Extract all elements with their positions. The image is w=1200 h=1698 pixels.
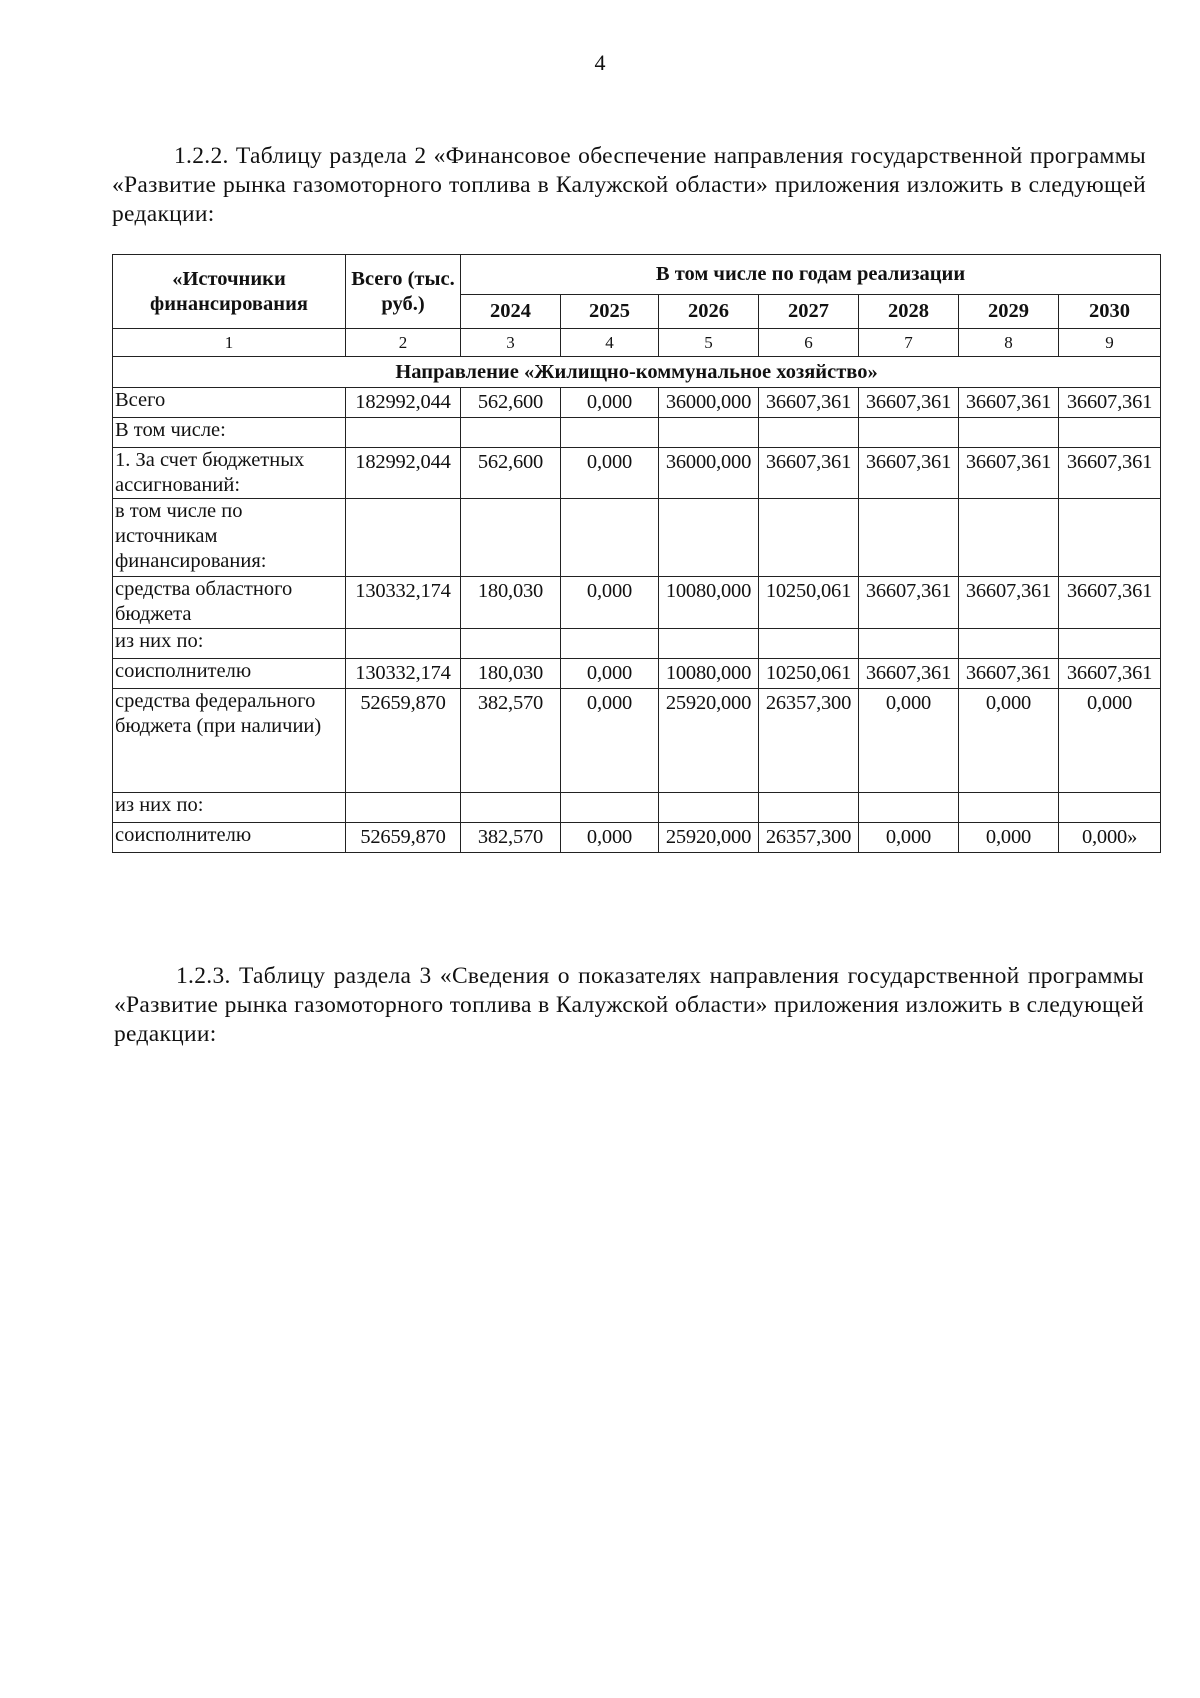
value-cell: 0,000 — [561, 659, 659, 689]
value-cell — [959, 793, 1059, 823]
table-row — [113, 418, 1161, 448]
column-index: 6 — [759, 329, 859, 357]
table-row — [113, 689, 1161, 793]
value-cell — [561, 629, 659, 659]
financing-table — [112, 254, 1161, 853]
value-cell: 36607,361 — [959, 448, 1059, 499]
column-index: 3 — [461, 329, 561, 357]
value-cell — [859, 418, 959, 448]
value-cell: 36000,000 — [659, 448, 759, 499]
row-label: средства областного бюджета — [113, 577, 346, 629]
row-label: из них по: — [113, 793, 346, 823]
value-cell: 130332,174 — [346, 577, 461, 629]
row-label: соисполнителю — [113, 823, 346, 853]
value-cell — [759, 629, 859, 659]
value-cell: 36607,361 — [1059, 577, 1161, 629]
value-cell: 36607,361 — [859, 659, 959, 689]
table-row — [113, 793, 1161, 823]
value-cell — [959, 499, 1059, 577]
section-title: Направление «Жилищно-коммунальное хозяйство» — [113, 357, 1161, 388]
value-cell: 0,000 — [859, 689, 959, 793]
value-cell: 36607,361 — [859, 448, 959, 499]
column-index-row — [113, 329, 1161, 357]
value-cell — [859, 793, 959, 823]
value-cell — [461, 629, 561, 659]
column-index: 8 — [959, 329, 1059, 357]
value-cell — [346, 793, 461, 823]
header-year: 2025 — [561, 295, 659, 329]
table-row — [113, 388, 1161, 418]
row-label: средства федерального бюджета (при наличии) — [113, 689, 346, 793]
value-cell — [561, 793, 659, 823]
value-cell — [346, 499, 461, 577]
column-index: 1 — [113, 329, 346, 357]
table-row — [113, 577, 1161, 629]
row-label: Всего — [113, 388, 346, 418]
column-index: 5 — [659, 329, 759, 357]
value-cell — [859, 629, 959, 659]
value-cell: 52659,870 — [346, 823, 461, 853]
value-cell: 0,000 — [1059, 689, 1161, 793]
paragraph-2-text: 1.2.3. Таблицу раздела 3 «Сведения о показателях направления государственной программы «Развитие рынка газомоторного топлива в Калужской области» приложения изложить в следующей редакции: — [114, 963, 1144, 1047]
value-cell: 26357,300 — [759, 823, 859, 853]
value-cell: 26357,300 — [759, 689, 859, 793]
value-cell: 10250,061 — [759, 659, 859, 689]
value-cell: 36607,361 — [1059, 659, 1161, 689]
value-cell: 10250,061 — [759, 577, 859, 629]
value-cell: 0,000 — [561, 689, 659, 793]
value-cell: 0,000 — [561, 448, 659, 499]
value-cell: 10080,000 — [659, 659, 759, 689]
value-cell — [1059, 629, 1161, 659]
value-cell: 180,030 — [461, 659, 561, 689]
value-cell — [759, 499, 859, 577]
value-cell — [1059, 418, 1161, 448]
value-cell: 0,000 — [561, 823, 659, 853]
value-cell: 36607,361 — [859, 388, 959, 418]
value-cell: 0,000 — [859, 823, 959, 853]
value-cell: 382,570 — [461, 823, 561, 853]
column-index: 7 — [859, 329, 959, 357]
table-row — [113, 499, 1161, 577]
value-cell: 36607,361 — [959, 659, 1059, 689]
value-cell: 36607,361 — [959, 577, 1059, 629]
column-index: 4 — [561, 329, 659, 357]
header-row-1 — [113, 255, 1161, 295]
value-cell — [959, 418, 1059, 448]
value-cell: 36607,361 — [859, 577, 959, 629]
value-cell — [659, 629, 759, 659]
paragraph-2 — [114, 962, 1144, 1049]
value-cell: 36607,361 — [759, 448, 859, 499]
value-cell: 130332,174 — [346, 659, 461, 689]
value-cell — [461, 793, 561, 823]
value-cell: 180,030 — [461, 577, 561, 629]
value-cell: 182992,044 — [346, 448, 461, 499]
row-label: из них по: — [113, 629, 346, 659]
header-year: 2029 — [959, 295, 1059, 329]
section-row — [113, 357, 1161, 388]
value-cell: 382,570 — [461, 689, 561, 793]
paragraph-1-text: 1.2.2. Таблицу раздела 2 «Финансовое обеспечение направления государственной программы «Развитие рынка газомоторного топлива в Калужской области» приложения изложить в следующей редакции: — [112, 143, 1146, 227]
header-sources: «Источники финансирования — [113, 255, 346, 329]
value-cell — [346, 418, 461, 448]
column-index: 9 — [1059, 329, 1161, 357]
value-cell — [561, 499, 659, 577]
value-cell — [659, 499, 759, 577]
header-year: 2026 — [659, 295, 759, 329]
value-cell: 182992,044 — [346, 388, 461, 418]
value-cell — [1059, 793, 1161, 823]
value-cell: 0,000 — [959, 689, 1059, 793]
row-label: соисполнителю — [113, 659, 346, 689]
value-cell: 25920,000 — [659, 689, 759, 793]
value-cell: 0,000 — [561, 577, 659, 629]
column-index: 2 — [346, 329, 461, 357]
value-cell: 36607,361 — [1059, 448, 1161, 499]
value-cell — [759, 418, 859, 448]
table-row — [113, 823, 1161, 853]
header-year: 2027 — [759, 295, 859, 329]
header-years-group: В том числе по годам реализации — [461, 255, 1161, 295]
header-year: 2028 — [859, 295, 959, 329]
value-cell: 0,000» — [1059, 823, 1161, 853]
table-row — [113, 448, 1161, 499]
value-cell — [659, 418, 759, 448]
page-number: 4 — [594, 50, 606, 75]
value-cell — [461, 499, 561, 577]
row-label: В том числе: — [113, 418, 346, 448]
table-row — [113, 659, 1161, 689]
value-cell: 36000,000 — [659, 388, 759, 418]
value-cell: 0,000 — [959, 823, 1059, 853]
value-cell: 52659,870 — [346, 689, 461, 793]
row-label: в том числе по источникам финансирования: — [113, 499, 346, 577]
value-cell — [561, 418, 659, 448]
value-cell — [346, 629, 461, 659]
value-cell: 25920,000 — [659, 823, 759, 853]
value-cell: 36607,361 — [1059, 388, 1161, 418]
value-cell: 562,600 — [461, 388, 561, 418]
value-cell: 36607,361 — [959, 388, 1059, 418]
row-label: 1. За счет бюджетных ассигнований: — [113, 448, 346, 499]
value-cell: 36607,361 — [759, 388, 859, 418]
value-cell — [859, 499, 959, 577]
value-cell — [959, 629, 1059, 659]
header-year: 2030 — [1059, 295, 1161, 329]
header-year: 2024 — [461, 295, 561, 329]
value-cell — [461, 418, 561, 448]
header-total: Всего (тыс. руб.) — [346, 255, 461, 329]
value-cell: 562,600 — [461, 448, 561, 499]
paragraph-1 — [112, 142, 1146, 229]
table-row — [113, 629, 1161, 659]
value-cell — [659, 793, 759, 823]
value-cell — [1059, 499, 1161, 577]
value-cell: 0,000 — [561, 388, 659, 418]
value-cell: 10080,000 — [659, 577, 759, 629]
value-cell — [759, 793, 859, 823]
